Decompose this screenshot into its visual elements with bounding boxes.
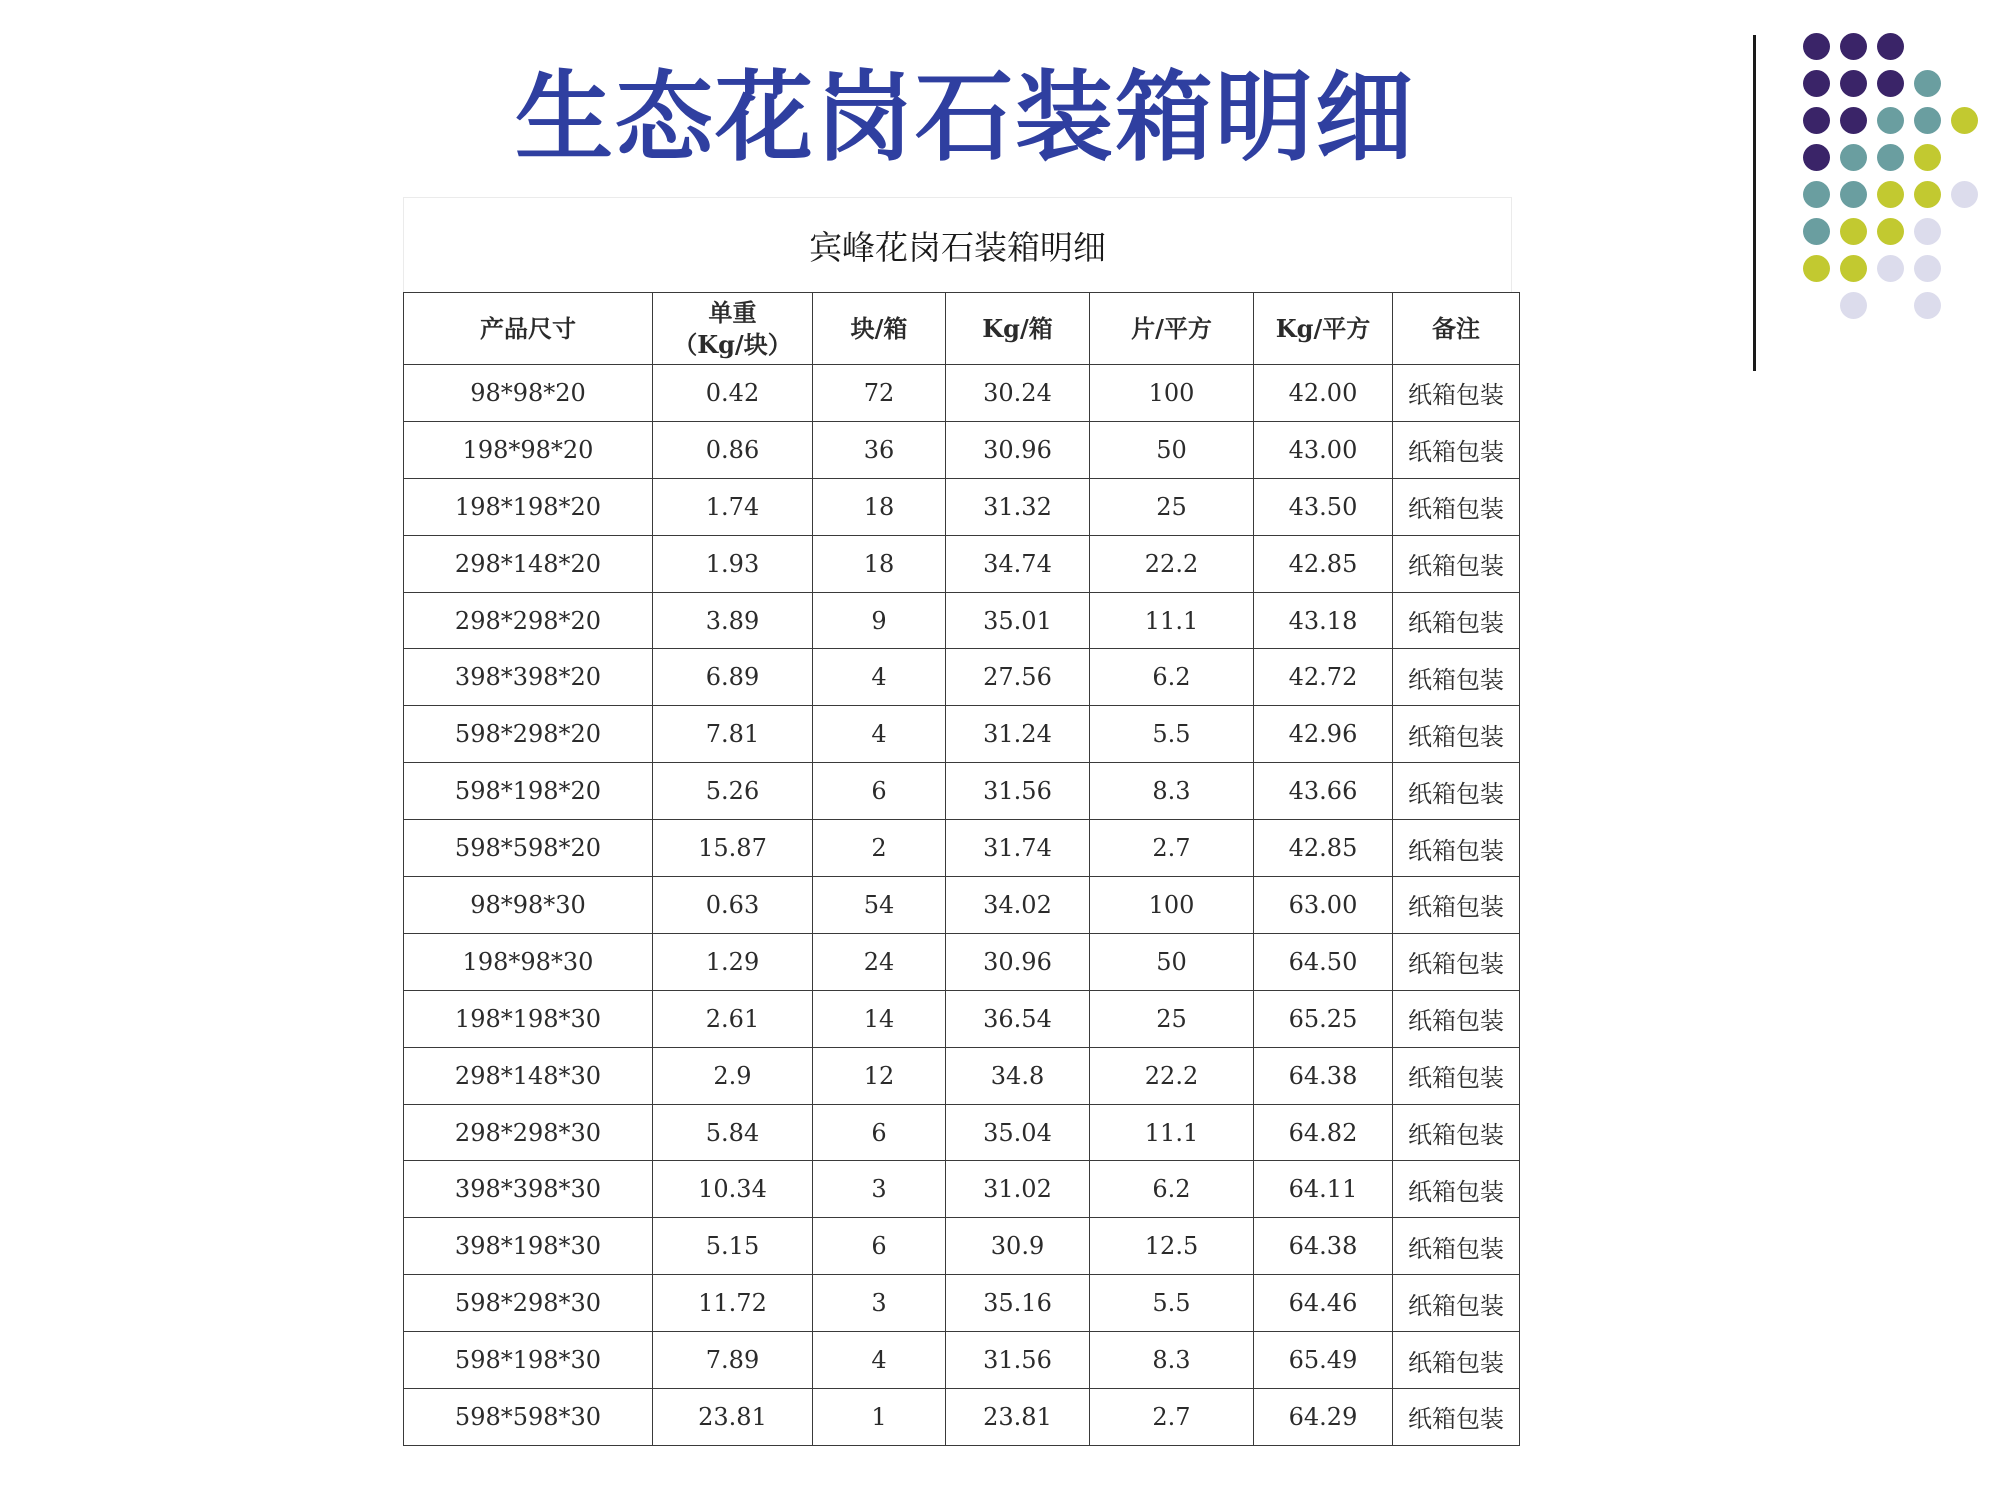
cell-kg-per-box: 34.74	[946, 535, 1090, 592]
table-row	[404, 1104, 1520, 1161]
cell-pieces-per-sqm: 22.2	[1090, 535, 1254, 592]
decorative-dot	[1840, 144, 1867, 171]
cell-size: 398*198*30	[404, 1218, 653, 1275]
table-row	[404, 877, 1520, 934]
cell-unit-weight: 5.15	[653, 1218, 813, 1275]
cell-kg-per-sqm: 42.00	[1254, 365, 1393, 422]
decorative-dot	[1914, 144, 1941, 171]
cell-unit-weight: 23.81	[653, 1389, 813, 1446]
cell-pieces-per-box: 4	[813, 1332, 946, 1389]
table-row	[404, 763, 1520, 820]
decorative-dot	[1840, 181, 1867, 208]
column-header-pieces-per-sqm: 片/平方	[1090, 293, 1254, 365]
cell-unit-weight: 11.72	[653, 1275, 813, 1332]
cell-kg-per-sqm: 65.25	[1254, 990, 1393, 1047]
cell-unit-weight: 1.93	[653, 535, 813, 592]
cell-unit-weight: 2.61	[653, 990, 813, 1047]
cell-kg-per-box: 31.56	[946, 763, 1090, 820]
decorative-dot	[1877, 181, 1904, 208]
cell-size: 198*198*20	[404, 478, 653, 535]
cell-kg-per-sqm: 42.72	[1254, 649, 1393, 706]
cell-remarks: 纸箱包装	[1393, 1218, 1520, 1275]
decorative-dot	[1877, 107, 1904, 134]
cell-remarks: 纸箱包装	[1393, 933, 1520, 990]
table-row	[404, 990, 1520, 1047]
cell-pieces-per-sqm: 100	[1090, 877, 1254, 934]
cell-kg-per-box: 31.74	[946, 820, 1090, 877]
table-row	[404, 592, 1520, 649]
cell-kg-per-sqm: 42.85	[1254, 820, 1393, 877]
cell-pieces-per-sqm: 12.5	[1090, 1218, 1254, 1275]
cell-size: 98*98*20	[404, 365, 653, 422]
decorative-dot	[1840, 70, 1867, 97]
cell-kg-per-sqm: 43.18	[1254, 592, 1393, 649]
table-body	[404, 365, 1520, 1446]
cell-kg-per-sqm: 42.85	[1254, 535, 1393, 592]
cell-pieces-per-sqm: 8.3	[1090, 1332, 1254, 1389]
cell-kg-per-box: 30.24	[946, 365, 1090, 422]
cell-unit-weight: 7.89	[653, 1332, 813, 1389]
cell-remarks: 纸箱包装	[1393, 706, 1520, 763]
cell-unit-weight: 1.29	[653, 933, 813, 990]
cell-size: 298*298*20	[404, 592, 653, 649]
cell-size: 298*298*30	[404, 1104, 653, 1161]
cell-pieces-per-sqm: 50	[1090, 933, 1254, 990]
cell-pieces-per-sqm: 11.1	[1090, 1104, 1254, 1161]
cell-kg-per-sqm: 43.50	[1254, 478, 1393, 535]
column-header-kg-per-sqm: Kg/平方	[1254, 293, 1393, 365]
decorative-dot	[1840, 107, 1867, 134]
cell-kg-per-box: 36.54	[946, 990, 1090, 1047]
cell-pieces-per-sqm: 8.3	[1090, 763, 1254, 820]
cell-kg-per-box: 31.56	[946, 1332, 1090, 1389]
cell-size: 298*148*20	[404, 535, 653, 592]
cell-remarks: 纸箱包装	[1393, 1104, 1520, 1161]
decorative-dot	[1840, 218, 1867, 245]
cell-kg-per-sqm: 42.96	[1254, 706, 1393, 763]
cell-kg-per-sqm: 64.46	[1254, 1275, 1393, 1332]
cell-size: 598*198*20	[404, 763, 653, 820]
cell-kg-per-box: 30.96	[946, 933, 1090, 990]
cell-kg-per-box: 34.02	[946, 877, 1090, 934]
table-row	[404, 649, 1520, 706]
cell-kg-per-sqm: 63.00	[1254, 877, 1393, 934]
cell-pieces-per-box: 14	[813, 990, 946, 1047]
cell-pieces-per-box: 54	[813, 877, 946, 934]
cell-remarks: 纸箱包装	[1393, 990, 1520, 1047]
cell-pieces-per-sqm: 5.5	[1090, 706, 1254, 763]
cell-kg-per-box: 30.96	[946, 421, 1090, 478]
decorative-dot	[1914, 107, 1941, 134]
cell-unit-weight: 15.87	[653, 820, 813, 877]
cell-kg-per-box: 31.32	[946, 478, 1090, 535]
decorative-dot	[1951, 181, 1978, 208]
cell-pieces-per-sqm: 6.2	[1090, 1161, 1254, 1218]
cell-pieces-per-box: 9	[813, 592, 946, 649]
table-caption: 宾峰花岗石装箱明细	[403, 197, 1512, 292]
decorative-dot	[1877, 33, 1904, 60]
cell-size: 598*198*30	[404, 1332, 653, 1389]
cell-pieces-per-box: 12	[813, 1047, 946, 1104]
decorative-dot	[1914, 70, 1941, 97]
cell-unit-weight: 2.9	[653, 1047, 813, 1104]
column-header-kg-per-box: Kg/箱	[946, 293, 1090, 365]
cell-kg-per-sqm: 43.00	[1254, 421, 1393, 478]
cell-size: 198*198*30	[404, 990, 653, 1047]
packing-table	[403, 292, 1520, 1446]
cell-pieces-per-sqm: 5.5	[1090, 1275, 1254, 1332]
decorative-dot	[1840, 33, 1867, 60]
cell-pieces-per-box: 3	[813, 1161, 946, 1218]
cell-unit-weight: 0.42	[653, 365, 813, 422]
cell-pieces-per-box: 6	[813, 1218, 946, 1275]
cell-pieces-per-sqm: 25	[1090, 990, 1254, 1047]
cell-size: 398*398*20	[404, 649, 653, 706]
table-row	[404, 1389, 1520, 1446]
cell-pieces-per-box: 6	[813, 1104, 946, 1161]
cell-remarks: 纸箱包装	[1393, 1389, 1520, 1446]
cell-remarks: 纸箱包装	[1393, 535, 1520, 592]
cell-kg-per-sqm: 43.66	[1254, 763, 1393, 820]
cell-pieces-per-sqm: 2.7	[1090, 820, 1254, 877]
cell-kg-per-sqm: 64.82	[1254, 1104, 1393, 1161]
cell-kg-per-box: 35.16	[946, 1275, 1090, 1332]
slide-title: 生态花岗石装箱明细	[515, 61, 1416, 175]
table-row	[404, 1161, 1520, 1218]
decorative-dot	[1914, 181, 1941, 208]
cell-remarks: 纸箱包装	[1393, 1332, 1520, 1389]
column-header-pieces-per-box: 块/箱	[813, 293, 946, 365]
cell-remarks: 纸箱包装	[1393, 592, 1520, 649]
packing-table-card	[403, 197, 1514, 1444]
cell-remarks: 纸箱包装	[1393, 1161, 1520, 1218]
cell-pieces-per-sqm: 2.7	[1090, 1389, 1254, 1446]
decorative-dot	[1914, 292, 1941, 319]
table-row	[404, 1275, 1520, 1332]
cell-pieces-per-box: 18	[813, 478, 946, 535]
decorative-dot	[1877, 255, 1904, 282]
table-row	[404, 1332, 1520, 1389]
decorative-dot	[1840, 292, 1867, 319]
cell-size: 598*298*30	[404, 1275, 653, 1332]
cell-kg-per-sqm: 64.38	[1254, 1047, 1393, 1104]
table-header-row	[404, 293, 1520, 365]
decorative-dot	[1951, 107, 1978, 134]
cell-kg-per-box: 35.04	[946, 1104, 1090, 1161]
table-row	[404, 535, 1520, 592]
table-row	[404, 365, 1520, 422]
cell-unit-weight: 7.81	[653, 706, 813, 763]
cell-size: 598*598*20	[404, 820, 653, 877]
cell-pieces-per-sqm: 50	[1090, 421, 1254, 478]
cell-kg-per-sqm: 64.50	[1254, 933, 1393, 990]
table-row	[404, 706, 1520, 763]
cell-kg-per-box: 35.01	[946, 592, 1090, 649]
cell-unit-weight: 6.89	[653, 649, 813, 706]
cell-size: 598*598*30	[404, 1389, 653, 1446]
cell-kg-per-box: 31.24	[946, 706, 1090, 763]
cell-remarks: 纸箱包装	[1393, 877, 1520, 934]
cell-remarks: 纸箱包装	[1393, 365, 1520, 422]
cell-pieces-per-box: 3	[813, 1275, 946, 1332]
decorative-dot	[1877, 144, 1904, 171]
decorative-dot	[1914, 218, 1941, 245]
cell-pieces-per-box: 1	[813, 1389, 946, 1446]
cell-unit-weight: 5.26	[653, 763, 813, 820]
cell-pieces-per-box: 6	[813, 763, 946, 820]
cell-pieces-per-box: 36	[813, 421, 946, 478]
cell-kg-per-sqm: 64.38	[1254, 1218, 1393, 1275]
cell-pieces-per-box: 18	[813, 535, 946, 592]
cell-remarks: 纸箱包装	[1393, 763, 1520, 820]
cell-remarks: 纸箱包装	[1393, 421, 1520, 478]
cell-pieces-per-sqm: 11.1	[1090, 592, 1254, 649]
cell-size: 98*98*30	[404, 877, 653, 934]
cell-remarks: 纸箱包装	[1393, 649, 1520, 706]
cell-unit-weight: 0.63	[653, 877, 813, 934]
column-header-unit-weight: 单重 （Kg/块）	[653, 293, 813, 365]
cell-kg-per-sqm: 65.49	[1254, 1332, 1393, 1389]
decorative-dot	[1803, 255, 1830, 282]
cell-pieces-per-sqm: 22.2	[1090, 1047, 1254, 1104]
cell-pieces-per-box: 4	[813, 706, 946, 763]
column-header-size: 产品尺寸	[404, 293, 653, 365]
decorative-dot	[1877, 70, 1904, 97]
cell-kg-per-box: 34.8	[946, 1047, 1090, 1104]
cell-size: 198*98*30	[404, 933, 653, 990]
cell-pieces-per-box: 4	[813, 649, 946, 706]
decorative-dot	[1914, 255, 1941, 282]
cell-pieces-per-sqm: 25	[1090, 478, 1254, 535]
cell-kg-per-box: 31.02	[946, 1161, 1090, 1218]
table-row	[404, 478, 1520, 535]
cell-kg-per-sqm: 64.29	[1254, 1389, 1393, 1446]
cell-pieces-per-sqm: 6.2	[1090, 649, 1254, 706]
table-row	[404, 1218, 1520, 1275]
cell-unit-weight: 3.89	[653, 592, 813, 649]
cell-pieces-per-box: 24	[813, 933, 946, 990]
table-row	[404, 421, 1520, 478]
cell-unit-weight: 5.84	[653, 1104, 813, 1161]
cell-unit-weight: 0.86	[653, 421, 813, 478]
decorative-dot	[1803, 181, 1830, 208]
cell-pieces-per-sqm: 100	[1090, 365, 1254, 422]
cell-size: 298*148*30	[404, 1047, 653, 1104]
decorative-dot	[1803, 33, 1830, 60]
cell-kg-per-sqm: 64.11	[1254, 1161, 1393, 1218]
cell-unit-weight: 1.74	[653, 478, 813, 535]
decorative-dot	[1803, 144, 1830, 171]
decorative-dot	[1840, 255, 1867, 282]
cell-kg-per-box: 23.81	[946, 1389, 1090, 1446]
table-row	[404, 1047, 1520, 1104]
cell-size: 198*98*20	[404, 421, 653, 478]
cell-remarks: 纸箱包装	[1393, 1275, 1520, 1332]
cell-kg-per-box: 30.9	[946, 1218, 1090, 1275]
decorative-dot	[1803, 218, 1830, 245]
cell-remarks: 纸箱包装	[1393, 820, 1520, 877]
cell-remarks: 纸箱包装	[1393, 1047, 1520, 1104]
cell-remarks: 纸箱包装	[1393, 478, 1520, 535]
cell-kg-per-box: 27.56	[946, 649, 1090, 706]
table-row	[404, 820, 1520, 877]
decorative-dot	[1803, 70, 1830, 97]
cell-pieces-per-box: 72	[813, 365, 946, 422]
cell-pieces-per-box: 2	[813, 820, 946, 877]
cell-size: 398*398*30	[404, 1161, 653, 1218]
decorative-dot	[1803, 107, 1830, 134]
cell-unit-weight: 10.34	[653, 1161, 813, 1218]
column-header-remarks: 备注	[1393, 293, 1520, 365]
table-row	[404, 933, 1520, 990]
cell-size: 598*298*20	[404, 706, 653, 763]
decorative-dot	[1877, 218, 1904, 245]
